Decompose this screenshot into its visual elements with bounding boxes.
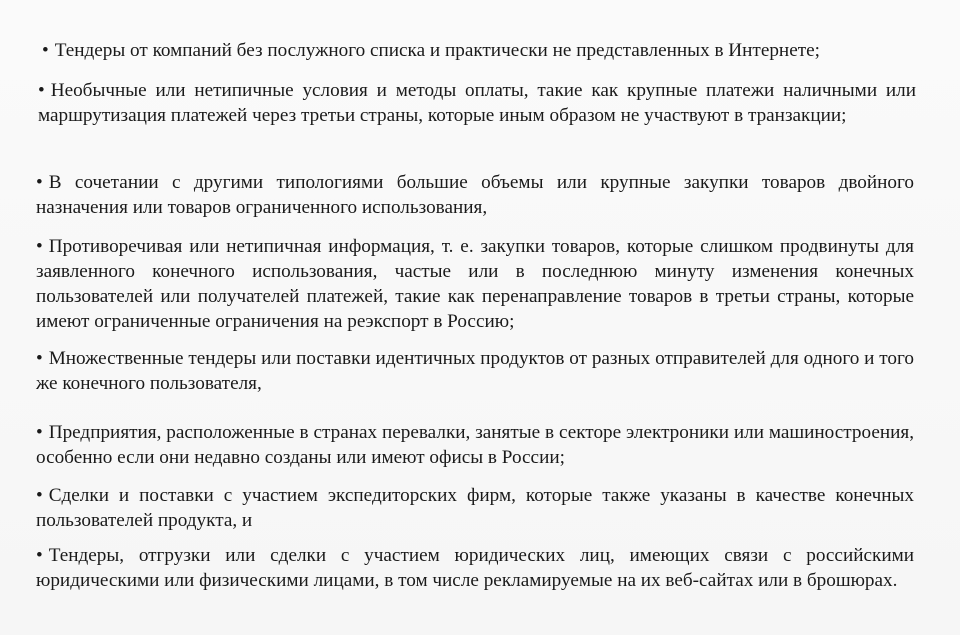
bullet-text: Тендеры от компаний без послужного списка и практически не представленных в Интернете; [54,40,820,61]
bullet-text: Предприятия, расположенные в странах перевалки, занятые в секторе электроники или машиностроения, особенно если они недавно созданы или имеют офисы в России; [36,422,914,468]
bullet-item-5 [36,346,914,396]
bullet-icon: • [38,80,45,101]
bullet-text: Тендеры, отгрузки или сделки с участием юридических лиц, имеющих связи с российскими юридическими или физическими лицами, в том числе рекламируемые на их веб-сайтах или в брошюрах. [36,545,914,591]
bullet-icon: • [36,348,43,369]
bullet-text: Противоречивая или нетипичная информация, т. е. закупки товаров, которые слишком продвинуты для заявленного конечного использования, частые или в последнюю минуту изменения конечных пользователей или получателей платежей, такие как перенаправление товаров в третьи страны, которые имеют ограниченные ограничения на реэкспорт в Россию; [36,236,914,332]
bullet-item-7 [36,483,914,533]
bullet-text: Необычные или нетипичные условия и методы оплаты, такие как крупные платежи наличными или маршрутизация платежей через третьи страны, которые иным образом не участвуют в транзакции; [38,80,916,126]
bullet-item-4 [36,234,914,334]
bullet-text: Сделки и поставки с участием экспедиторских фирм, которые также указаны в качестве конечных пользователей продукта, и [36,485,914,531]
bullet-item-1 [42,38,920,63]
bullet-item-3 [36,170,914,220]
bullet-icon: • [36,545,43,566]
bullet-icon: • [36,422,43,443]
bullet-item-6 [36,420,914,470]
bullet-text: В сочетании с другими типологиями большие объемы или крупные закупки товаров двойного назначения или товаров ограниченного использования, [36,172,914,218]
bullet-icon: • [36,485,43,506]
bullet-icon: • [42,40,49,61]
bullet-icon: • [36,172,43,193]
bullet-icon: • [36,236,43,257]
bullet-item-2 [38,78,916,128]
bullet-item-8 [36,543,914,593]
bullet-text: Множественные тендеры или поставки идентичных продуктов от разных отправителей для одного и того же конечного пользователя, [36,348,914,394]
